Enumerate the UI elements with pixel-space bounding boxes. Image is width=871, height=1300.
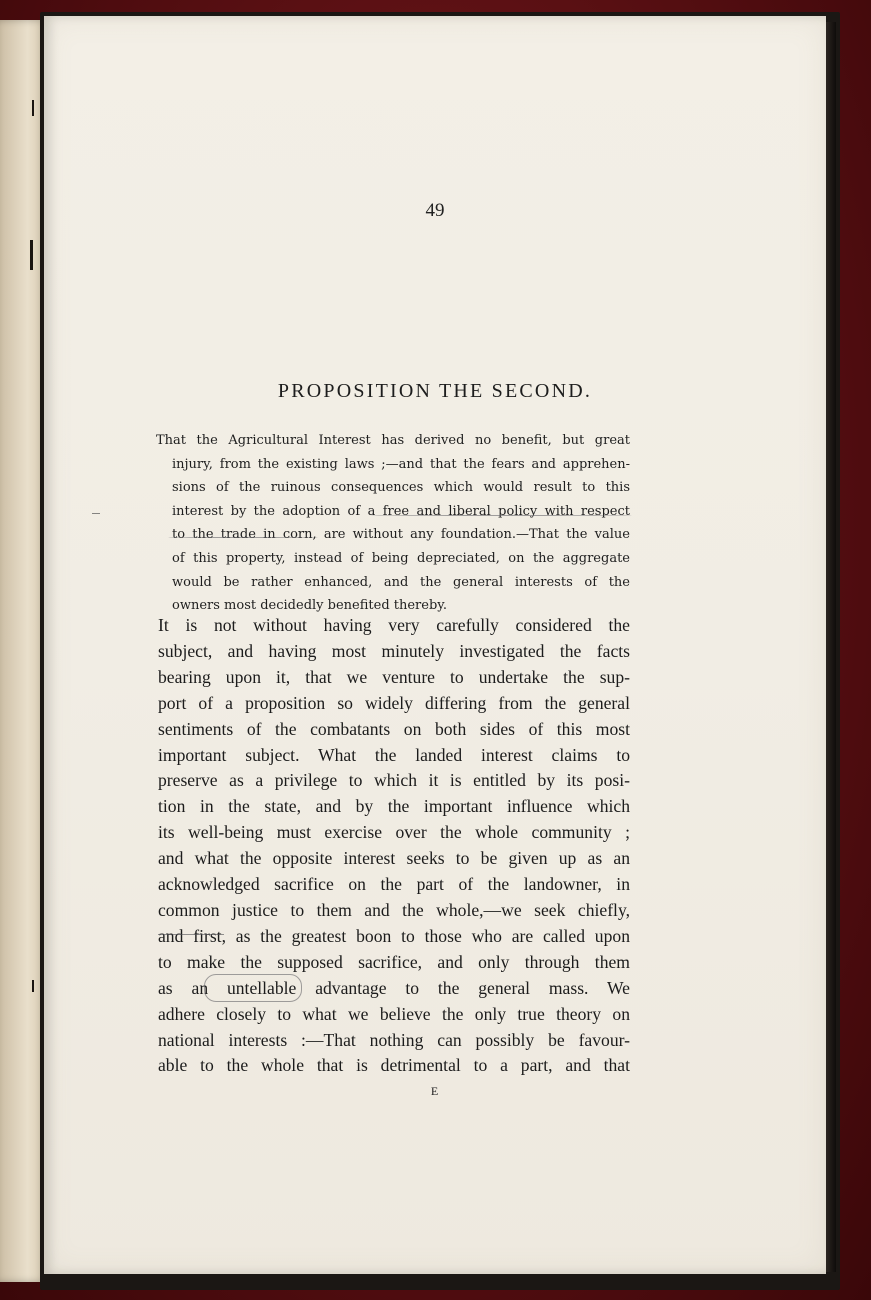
margin-tick-mark	[92, 513, 100, 514]
body-line: important subject. What the landed interest claims to	[158, 744, 630, 765]
body-line: port of a proposition so widely differing from the general	[158, 692, 630, 713]
body-line: sentiments of the combatants on both sides of this most	[158, 718, 630, 739]
body-line: tion in the state, and by the important influence which	[158, 796, 630, 817]
body-line: and first, as the greatest boon to those who are called upon	[158, 925, 630, 946]
body-line: It is not without having very carefully considered the	[158, 615, 630, 635]
body-line: as an untellable advantage to the general mass. We	[158, 977, 630, 998]
pencil-circle-annotation	[204, 974, 302, 1002]
pencil-strikethrough	[158, 934, 224, 935]
proposition-summary	[156, 429, 630, 618]
page-number: 49	[425, 200, 445, 221]
summary-line: to the trade in corn, are without any foundation.—That the value	[172, 527, 630, 543]
left-page-ink-mark	[32, 980, 34, 992]
pencil-underline	[370, 515, 632, 516]
body-line: acknowledged sacrifice on the part of the landowner, in	[158, 874, 630, 895]
summary-line: sions of the ruinous consequences which would result to this	[172, 480, 630, 496]
body-line: and what the opposite interest seeks to be given up as an	[158, 848, 630, 869]
book-page	[44, 16, 826, 1274]
body-paragraph	[158, 613, 630, 1079]
body-line: subject, and having most minutely investigated the facts	[158, 640, 630, 661]
summary-line: interest by the adoption of a free and liberal policy with respect	[172, 503, 630, 519]
body-line: its well-being must exercise over the whole community ;	[158, 822, 630, 843]
left-page-ink-mark	[32, 100, 34, 116]
section-heading: PROPOSITION THE SECOND.	[277, 380, 593, 402]
body-line: able to the whole that is detrimental to a part, and that	[158, 1055, 630, 1076]
summary-line: would be rather enhanced, and the general interests of the	[172, 574, 630, 590]
body-line: preserve as a privilege to which it is entitled by its posi-	[158, 770, 630, 791]
summary-line: injury, from the existing laws ;—and that the fears and apprehen-	[172, 456, 630, 472]
left-page-ink-mark	[30, 240, 33, 270]
summary-line: of this property, instead of being depreciated, on the aggregate	[172, 550, 630, 566]
body-line: common justice to them and the whole,—we seek chiefly,	[158, 899, 630, 920]
summary-line: That the Agricultural Interest has derived no benefit, but great	[156, 433, 630, 448]
body-line: adhere closely to what we believe the only true theory on	[158, 1003, 630, 1024]
body-line: to make the supposed sacrifice, and only through them	[158, 951, 630, 972]
body-line: bearing upon it, that we venture to undertake the sup-	[158, 666, 630, 687]
signature-mark: E	[430, 1084, 440, 1098]
page-fore-edge	[826, 22, 836, 1272]
body-line: national interests :—That nothing can possibly be favour-	[158, 1029, 630, 1050]
pencil-underline	[168, 537, 318, 538]
summary-line: owners most decidedly benefited thereby.	[172, 598, 448, 614]
